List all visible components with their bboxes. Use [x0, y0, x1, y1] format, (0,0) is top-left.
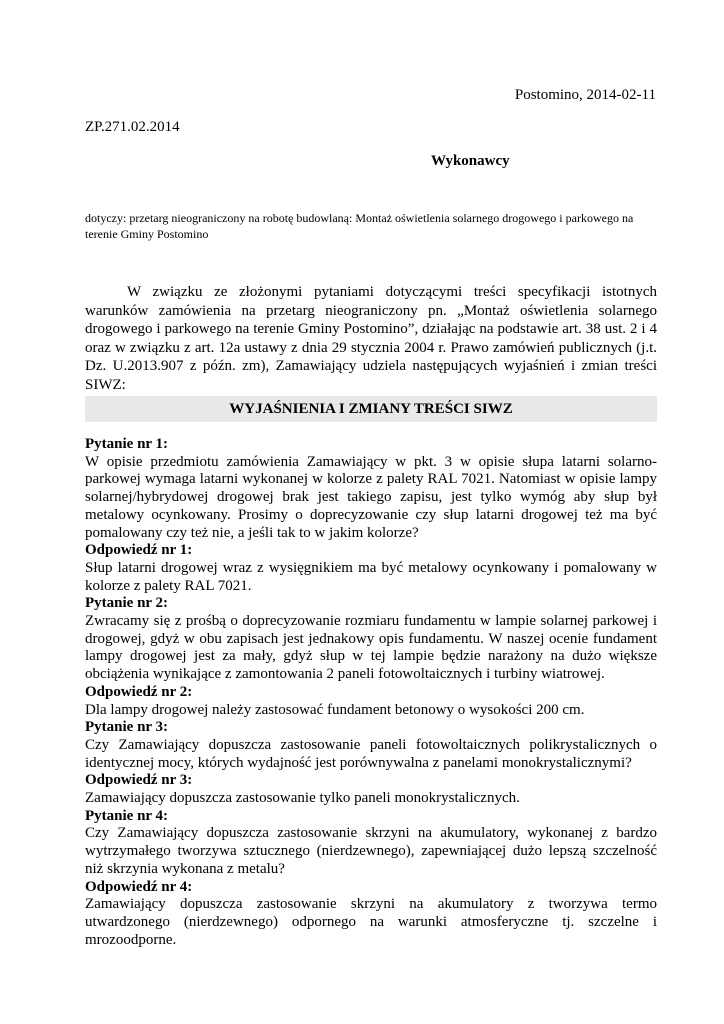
document-date: Postomino, 2014-02-11 — [514, 87, 656, 103]
question-text: W opisie przedmiotu zamówienia Zamawiający w pkt. 3 w opisie słupa latarni solarno-parkowej wymaga latarni wykonanej w kolorze z palety RAL 7021. Natomiast w opisie lampy solarnej/hybrydowej drogowej brak jest takiego zapisu, jest tylko wymóg aby słup był metalowy ocynkowany. Prosimy o doprecyzowanie czy słup latarni drogowej też ma być pomalowany czy też nie, a jeśli tak to w jakim kolorze? — [85, 453, 657, 541]
answer-label: Odpowiedź nr 4: — [85, 878, 193, 895]
qa-item — [85, 719, 657, 808]
answer-text: Zamawiający dopuszcza zastosowanie tylko paneli monokrystalicznych. — [85, 790, 520, 807]
addressee: Wykonawcy — [431, 153, 510, 169]
qa-list — [85, 436, 657, 949]
answer-text: Słup latarni drogowej wraz z wysięgnikiem ma być metalowy ocynkowany i pomalowany w kolorze z palety RAL 7021. — [85, 559, 657, 594]
qa-item — [85, 595, 657, 719]
question-label: Pytanie nr 3: — [85, 719, 169, 736]
answer-text: Dla lampy drogowej należy zastosować fundament betonowy o wysokości 200 cm. — [85, 701, 585, 718]
answer-label: Odpowiedź nr 3: — [85, 772, 193, 789]
qa-item — [85, 808, 657, 950]
answer-text: Zamawiający dopuszcza zastosowanie skrzyni na akumulatory z tworzywa termo utwardzonego (nierdzewnego) odpornego na warunki atmosferyczne tj. szczelne i mrozoodporne. — [85, 896, 657, 948]
qa-item — [85, 436, 657, 595]
question-text: Czy Zamawiający dopuszcza zastosowanie paneli fotowoltaicznych polikrystalicznych o identycznej mocy, których wydajność jest porównywalna z panelami monokrystalicznymi? — [85, 736, 657, 771]
question-label: Pytanie nr 2: — [85, 595, 169, 612]
question-label: Pytanie nr 1: — [85, 436, 169, 452]
subject-line: dotyczy: przetarg nieograniczony na robotę budowlaną: Montaż oświetlenia solarnego drogowego i parkowego na terenie Gminy Postomino — [85, 211, 634, 241]
section-heading: WYJAŚNIENIA I ZMIANY TREŚCI SIWZ — [229, 401, 513, 417]
question-label: Pytanie nr 4: — [85, 807, 169, 824]
intro-paragraph: W związku ze złożonymi pytaniami dotyczącymi treści specyfikacji istotnych warunków zamówienia na przetarg nieograniczony pn. „Montaż oświetlenia solarnego drogowego i parkowego na terenie Gminy Postomino”, działając na podstawie art. 38 ust. 2 i 4 oraz w związku z art. 12a ustawy z dnia 29 stycznia 2004 r. Prawo zamówień publicznych (j.t. Dz. U.2013.907 z późn. zm), Zamawiający udziela następujących wyjaśnień i zmian treści SIWZ: — [85, 284, 657, 393]
question-text: Zwracamy się z prośbą o doprecyzowanie rozmiaru fundamentu w lampie solarnej parkowej i drogowej, gdyż w obu zapisach jest jednakowy opis fundamentu. W naszej ocenie fundament lampy drogowej jest za mały, gdyż słup w tej lampie będzie narażony na dużo większe obciążenia wynikające z zamontowania 2 paneli fotowoltaicznych i turbiny wiatrowej. — [85, 613, 657, 683]
section-heading-bar — [85, 396, 657, 422]
answer-label: Odpowiedź nr 2: — [85, 683, 193, 700]
question-text: Czy Zamawiający dopuszcza zastosowanie skrzyni na akumulatory, wykonanej z bardzo wytrzymałego tworzywa sztucznego (nierdzewnego), zapewniającej dużo lepszą szczelność niż skrzynia wykonana z metalu? — [85, 825, 657, 877]
answer-label: Odpowiedź nr 1: — [85, 542, 193, 559]
reference-number: ZP.271.02.2014 — [85, 119, 180, 135]
